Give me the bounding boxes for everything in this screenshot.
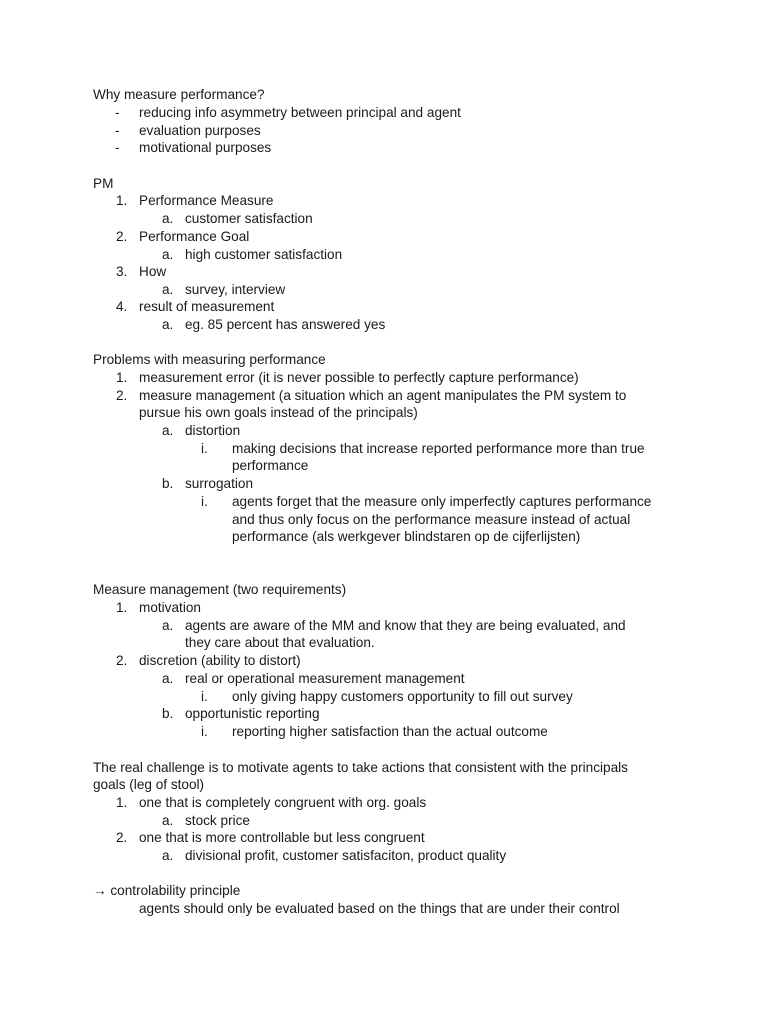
list-item: discretion (ability to distort) [139,653,301,668]
list-marker: a. [162,247,174,262]
list-subitem: real or operational measurement management [185,671,465,686]
list-subitem: eg. 85 percent has answered yes [185,317,386,332]
list-marker: - [115,123,120,138]
list-marker: 1. [116,193,128,208]
list-marker: 1. [116,370,128,385]
list-item: one that is more controllable but less congruent [139,830,425,845]
list-marker: b. [162,706,174,721]
list-item: How [139,264,167,279]
list-subitem: divisional profit, customer satisfaciton, product quality [185,848,507,863]
list-marker: 2. [116,229,128,244]
section-heading: PM [93,176,114,191]
list-item: one that is completely congruent with org. goals [139,795,427,810]
list-marker: 3. [116,264,128,279]
list-item: motivation [139,600,201,615]
list-item: measurement error (it is never possible to perfectly capture performance) [139,370,579,385]
list-subsubitem: making decisions that increase reported performance more than true [232,441,645,456]
list-subitem: surrogation [185,476,254,491]
list-subitem: agents are aware of the MM and know that they are being evaluated, and [185,618,626,633]
list-marker: a. [162,618,174,633]
list-item: measure management (a situation which an agent manipulates the PM system to [139,388,627,403]
list-item-continuation: pursue his own goals instead of the principals) [139,405,418,420]
list-subitem: customer satisfaction [185,211,313,226]
list-subitem: opportunistic reporting [185,706,320,721]
list-subitem: distortion [185,423,241,438]
indented-paragraph: agents should only be evaluated based on the things that are under their control [139,901,620,916]
list-marker: a. [162,813,174,828]
list-marker: a. [162,282,174,297]
list-marker: i. [201,441,208,456]
list-marker: 4. [116,299,128,314]
list-subitem: high customer satisfaction [185,247,343,262]
list-marker: i. [201,724,208,739]
list-marker: i. [201,494,208,509]
list-subsubitem: only giving happy customers opportunity to fill out survey [232,689,573,704]
list-marker: a. [162,211,174,226]
section-heading: Why measure performance? [93,87,265,102]
list-subitem-continuation: they care about that evaluation. [185,635,375,650]
list-marker: a. [162,317,174,332]
list-item: Performance Measure [139,193,274,208]
list-marker: - [115,105,120,120]
list-subsubitem-continuation: and thus only focus on the performance measure instead of actual [232,512,631,527]
list-marker: 2. [116,830,128,845]
list-subitem: stock price [185,813,250,828]
list-subsubitem: agents forget that the measure only imperfectly captures performance [232,494,652,509]
list-subsubitem-continuation: performance [232,458,309,473]
list-marker: - [115,140,120,155]
section-heading: Measure management (two requirements) [93,582,347,597]
list-marker: a. [162,848,174,863]
list-marker: b. [162,476,174,491]
list-subitem: survey, interview [185,282,286,297]
list-subsubitem: reporting higher satisfaction than the actual outcome [232,724,548,739]
list-marker: 1. [116,600,128,615]
paragraph-line: goals (leg of stool) [93,777,205,792]
section-heading: Problems with measuring performance [93,352,326,367]
list-item: motivational purposes [139,140,272,155]
list-item: Performance Goal [139,229,250,244]
section-heading: → controlability principle [93,883,241,898]
list-item: result of measurement [139,299,275,314]
list-marker: i. [201,689,208,704]
list-subsubitem-continuation: performance (als werkgever blindstaren op de cijferlijsten) [232,529,581,544]
list-marker: 2. [116,388,128,403]
list-item: evaluation purposes [139,123,261,138]
list-marker: a. [162,423,174,438]
list-marker: 1. [116,795,128,810]
list-marker: a. [162,671,174,686]
list-marker: 2. [116,653,128,668]
list-item: reducing info asymmetry between principal and agent [139,105,461,120]
paragraph-line: The real challenge is to motivate agents to take actions that consistent with the principals [93,760,628,775]
